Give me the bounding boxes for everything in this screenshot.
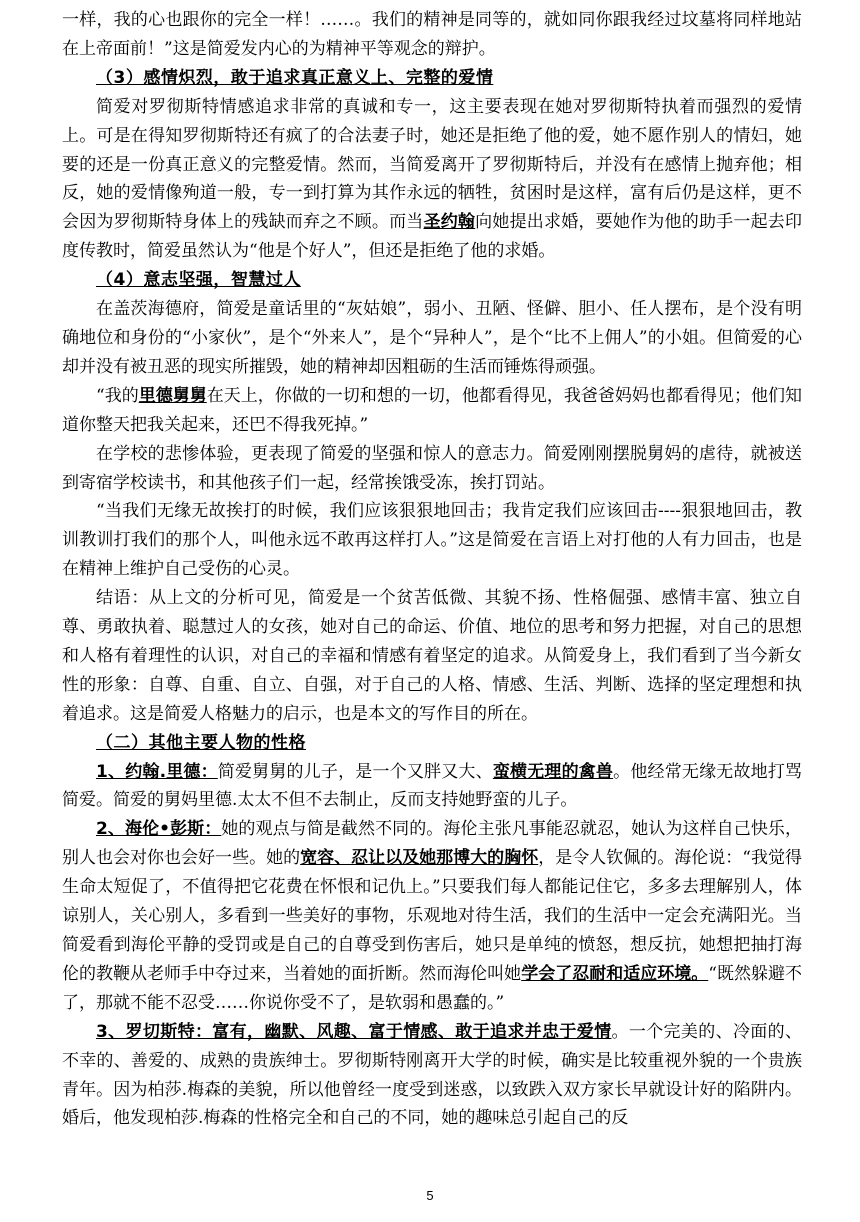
paragraph-text: 在盖茨海德府，简爱是童话里的“灰姑娘”，弱小、丑陋、怪僻、胆小、任人摆布，是个没有明确地位和身份的“小家伙”，是个“外来人”，是个“异种人”，是个“比不上佣人”的小姐。但简爱的心却并没有被丑恶的现实所摧毁，她的精神却因粗砺的生活而锤炼得顽强。 xyxy=(62,299,802,377)
emphasis-text: 学会了忍耐和适应环境。 xyxy=(521,963,709,984)
page-number: 5 xyxy=(426,1188,434,1203)
paragraph-text: “当我们无缘无故挨打的时候，我们应该狠狠地回击；我肯定我们应该回击----狠狠地回击，教训教训打我们的那个人，叫他永远不敢再这样打人。”这是简爱在言语上对打他的人有力回击，也是在精神上维护自己受伤的心灵。 xyxy=(62,501,802,580)
paragraph-helen-burns xyxy=(62,815,802,1017)
paragraph-text: 。他经常无缘无故地打骂简爱。简爱的舅妈里德.太太不但不去制止，反而支持她野蛮的儿子。 xyxy=(62,761,803,811)
paragraph-school xyxy=(62,440,802,498)
paragraph-love xyxy=(62,93,802,266)
paragraph-rochester xyxy=(62,1018,802,1134)
emphasis-text: 蛮横无理的禽兽 xyxy=(492,761,614,782)
paragraph-text: 在天上，你做的一切和想的一切，他都看得见，我爸爸妈妈也都看得见；他们知道你整天把我关起来，还巴不得我死掉。” xyxy=(62,385,802,435)
paragraph-text: ，是令人钦佩的。海伦说：“我觉得生命太短促了，不值得把它花费在怀恨和记仇上。”只要我们每人都能记住它，多多去理解别人，体谅别人，关心别人，多看到一些美好的事物，乐观地对待生活，我们的生活中一定会充满阳光。当简爱看到海伦平静的受罚或是自己的自尊受到伤害后，她只是单纯的愤怒，想反抗，她想把抽打海伦的教鞭从老师手中夺过来，当着她的面折断。然而海伦叫她 xyxy=(62,848,803,984)
paragraph-text: “我的 xyxy=(96,385,139,406)
heading-text: （二）其他主要人物的性格 xyxy=(96,732,306,753)
section-heading-3 xyxy=(62,64,802,93)
paragraph-text: 向她提出求婚，要她作为他的助手一起去印度传教时，简爱虽然认为“他是个好人”，但还是拒绝了他的求婚。 xyxy=(62,212,803,262)
paragraph-text: 在学校的悲惨体验，更表现了简爱的坚强和惊人的意志力。简爱刚刚摆脱舅妈的虐待，就被送到寄宿学校读书，和其他孩子们一起，经常挨饿受冻，挨打罚站。 xyxy=(62,443,802,493)
heading-text: （4）意志坚强，智慧过人 xyxy=(96,270,301,291)
character-label: 1、约翰.里德： xyxy=(96,761,218,782)
character-label: 2、海伦•彭斯： xyxy=(96,819,222,840)
paragraph-text: 结语：从上文的分析可见，简爱是一个贫苦低微、其貌不扬、性格倔强、感情丰富、独立自尊、勇敢执着、聪慧过人的女孩，她对自己的命运、价值、地位的思考和努力把握，对自己的思想和人格有着理性的认识，对自己的幸福和情感有着坚定的追求。从简爱身上，我们看到了当今新女性的形象：自尊、自重、自立、自强，对于自己的人格、情感、生活、判断、选择的坚定理想和执着追求。这是简爱人格魅力的启示，也是本文的写作目的所在。 xyxy=(62,588,802,724)
paragraph-intro xyxy=(62,6,802,64)
paragraph-text: “既然躲避不了，那就不能不忍受……你说你受不了，是软弱和愚蠢的。” xyxy=(62,963,802,1013)
paragraph-text: 一样，我的心也跟你的完全一样！……。我们的精神是同等的，就如同你跟我经过坟墓将同样地站在上帝面前！”这是简爱发内心的为精神平等观念的辩护。 xyxy=(62,10,802,59)
paragraph-text: 简爱对罗彻斯特情感追求非常的真诚和专一，这主要表现在她对罗彻斯特执着而强烈的爱情上。可是在得知罗彻斯特还有疯了的合法妻子时，她还是拒绝了他的爱，她不愿作别人的情妇，她要的还是一份真正意义的完整爱情。然而，当简爱离开了罗彻斯特后，并没有在感情上抛弃他；相反，她的爱情像殉道一般，专一到打算为其作永远的牺牲，贫困时是这样，富有后仍是这样，更不会因为罗彻斯特身体上的残缺而弃之不顾。而当 xyxy=(62,96,802,233)
name-uncle-reed: 里德舅舅 xyxy=(138,385,207,406)
paragraph-will xyxy=(62,295,802,382)
emphasis-text: 宽容、忍让以及她那博大的胸怀 xyxy=(300,848,539,869)
paragraph-text: 她的观点与简是截然不同的。海伦主张凡事能忍就忍，她认为这样自己快乐，别人也会对你也会好一些。她的 xyxy=(62,819,802,869)
paragraph-text: 简爱舅舅的儿子，是一个又胖又大、 xyxy=(217,761,493,782)
paragraph-conclusion xyxy=(62,584,802,729)
heading-text: （3）感情炽烈，敢于追求真正意义上、完整的爱情 xyxy=(96,67,494,88)
section-heading-other-characters xyxy=(62,729,802,758)
character-label: 3、罗切斯特：富有，幽默、风趣、富于情感、敢于追求并忠于爱情 xyxy=(96,1021,612,1042)
paragraph-text: 。一个完美的、冷面的、不幸的、善爱的、成熟的贵族绅士。罗彻斯特刚离开大学的时候，确实是比较重视外貌的一个贵族青年。因为柏莎.梅森的美貌，所以他曾经一度受到迷惑，以致跌入双方家长早就设计好的陷阱内。婚后，他发现柏莎.梅森的性格完全和自己的不同，她的趣味总引起自己的反 xyxy=(62,1021,803,1129)
name-st-john: 圣约翰 xyxy=(423,212,476,233)
document-page xyxy=(62,6,802,1133)
paragraph-quote-uncle xyxy=(62,382,802,440)
paragraph-quote-strike-back xyxy=(62,497,802,584)
paragraph-john-reed xyxy=(62,758,802,816)
section-heading-4 xyxy=(62,266,802,295)
